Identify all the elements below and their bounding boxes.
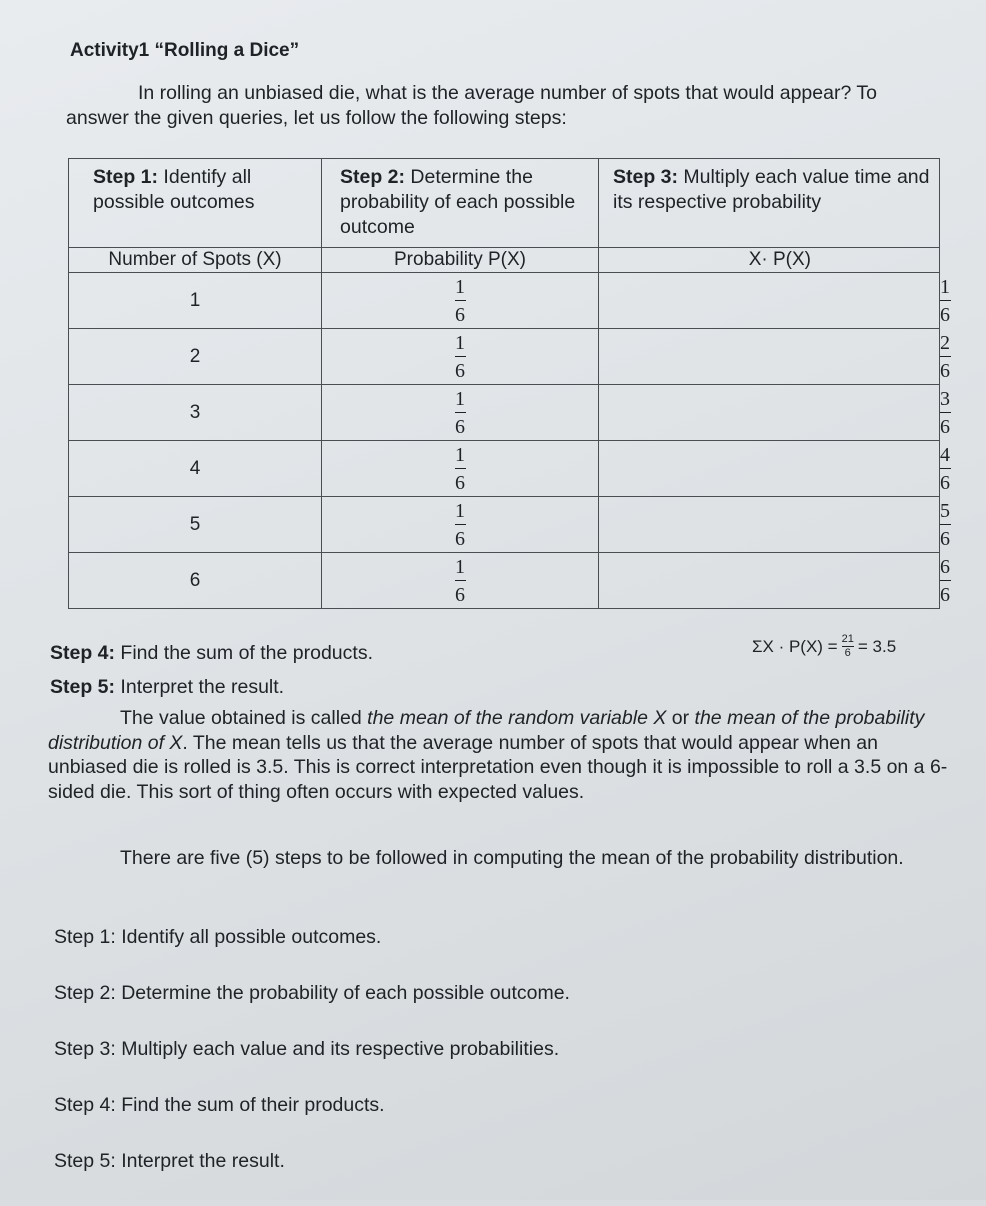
table-row: [69, 273, 940, 329]
product-fraction: $\frac{5}{6}$: [940, 499, 950, 551]
list-item: Step 4: Find the sum of their products.: [54, 1094, 385, 1116]
step-5-heading: Step 5: Interpret the result.: [50, 676, 285, 698]
steps-list: [54, 926, 570, 1206]
header-step-3: Step 3: Multiply each value time and its respective probability: [599, 159, 940, 248]
spots-value: 2: [69, 329, 322, 385]
activity-title: Activity1 “Rolling a Dice”: [70, 40, 300, 61]
subheader-product: X· P(X): [599, 248, 940, 273]
list-item: Step 2: Determine the probability of each possible outcome.: [54, 982, 570, 1004]
subheader-spots: Number of Spots (X): [69, 248, 322, 273]
table-row: [69, 441, 940, 497]
product-fraction: $\frac{4}{6}$: [940, 443, 950, 495]
header-step-1: Step 1: Identify all possible outcomes: [69, 159, 322, 248]
sum-fraction: 21 6: [841, 633, 854, 659]
probability-fraction: $\frac{1}{6}$: [455, 555, 465, 607]
product-fraction: $\frac{6}{6}$: [940, 555, 950, 607]
probability-table: [68, 158, 950, 609]
table-row: [69, 553, 940, 609]
product-fraction: $\frac{1}{6}$: [940, 275, 950, 327]
product-fraction: $\frac{3}{6}$: [940, 387, 950, 439]
subheader-probability: Probability P(X): [322, 248, 599, 273]
product-fraction: $\frac{2}{6}$: [940, 331, 950, 383]
spots-value: 1: [69, 273, 322, 329]
interpretation-paragraph: The value obtained is called the mean of the random variable X or the mean of the probability distribution of X. The mean tells us that the average number of spots that would appear when an unbiased die is rolled is 3.5. This is correct interpretation even though it is impossible to roll a 3.5 on a 6-sided die. This sort of thing often occurs with expected values.: [48, 707, 948, 803]
probability-fraction: $\frac{1}{6}$: [455, 443, 465, 495]
step-4-heading: Step 4: Find the sum of the products.: [50, 642, 373, 664]
table-row: [69, 497, 940, 553]
list-item: Step 1: Identify all possible outcomes.: [54, 926, 382, 948]
list-item: Step 3: Multiply each value and its respective probabilities.: [54, 1038, 560, 1060]
spots-value: 4: [69, 441, 322, 497]
table-row: [69, 329, 940, 385]
spots-value: 5: [69, 497, 322, 553]
probability-fraction: $\frac{1}{6}$: [455, 331, 465, 383]
summary-paragraph: There are five (5) steps to be followed in computing the mean of the probability distribution.: [120, 847, 904, 869]
activity-intro: In rolling an unbiased die, what is the average number of spots that would appear? To answer the given queries, let us follow the following steps:: [66, 82, 877, 129]
list-item: Step 5: Interpret the result.: [54, 1150, 285, 1172]
spots-value: 6: [69, 553, 322, 609]
sum-formula: ΣX · P(X) = 21 6 = 3.5: [752, 633, 897, 659]
header-step-2: Step 2: Determine the probability of each possible outcome: [322, 159, 599, 248]
probability-fraction: $\frac{1}{6}$: [455, 499, 465, 551]
table-row: [69, 385, 940, 441]
probability-fraction: $\frac{1}{6}$: [455, 387, 465, 439]
probability-fraction: $\frac{1}{6}$: [455, 275, 465, 327]
spots-value: 3: [69, 385, 322, 441]
